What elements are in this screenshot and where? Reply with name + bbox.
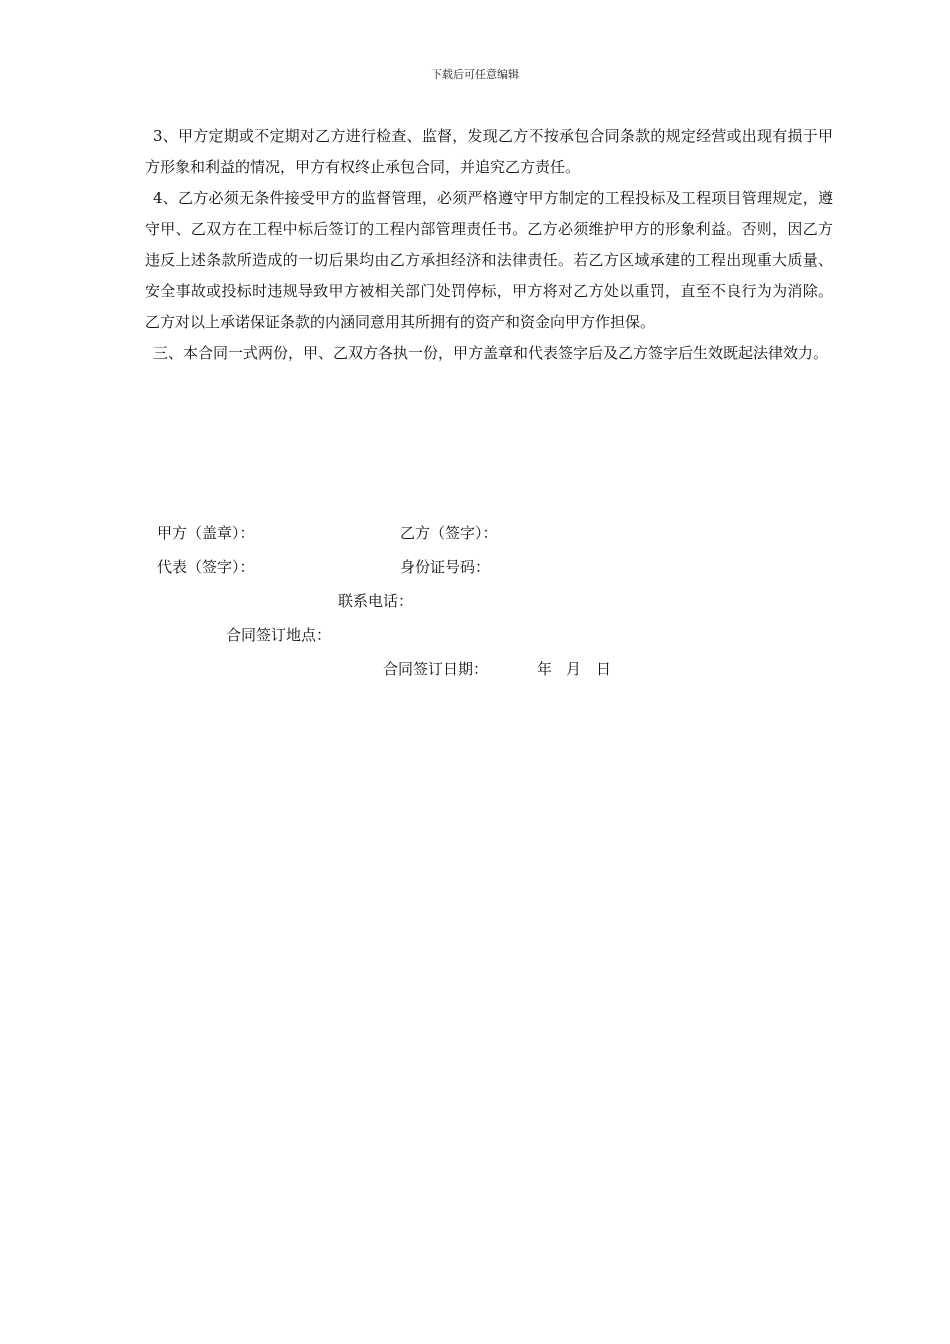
contract-body xyxy=(145,121,833,369)
party-a-seal-label: 甲方（盖章）： xyxy=(157,524,255,542)
signing-location-label: 合同签订地点： xyxy=(226,626,332,644)
date-month: 月 xyxy=(566,660,582,678)
clause-3: 3、甲方定期或不定期对乙方进行检查、监督，发现乙方不按承包合同条款的规定经营或出现有损于甲方形象和利益的情况，甲方有权终止承包合同，并追究乙方责任。 xyxy=(145,127,833,176)
representative-sign-label: 代表（签字）： xyxy=(157,558,255,576)
phone-label: 联系电话： xyxy=(338,592,414,610)
party-b-sign-label: 乙方（签字）： xyxy=(400,524,498,542)
page-header: 下载后可任意编辑 xyxy=(431,68,519,81)
clause-copies: 三、本合同一式两份，甲、乙双方各执一份，甲方盖章和代表签字后及乙方签字后生效既起法律效力。 xyxy=(153,344,829,362)
id-number-label: 身份证号码： xyxy=(400,558,491,576)
date-year: 年 xyxy=(537,660,553,678)
date-day: 日 xyxy=(596,660,612,678)
clause-4: 4、乙方必须无条件接受甲方的监督管理，必须严格遵守甲方制定的工程投标及工程项目管理规定，遵守甲、乙双方在工程中标后签订的工程内部管理责任书。乙方必须维护甲方的形象利益。否则，因乙方违反上述条款所造成的一切后果均由乙方承担经济和法律责任。若乙方区域承建的工程出现重大质量、安全事故或投标时违规导致甲方被相关部门处罚停标，甲方将对乙方处以重罚，直至不良行为为消除。乙方对以上承诺保证条款的内涵同意用其所拥有的资产和资金向甲方作担保。 xyxy=(145,189,833,331)
signing-date-label: 合同签订日期： xyxy=(383,660,489,678)
